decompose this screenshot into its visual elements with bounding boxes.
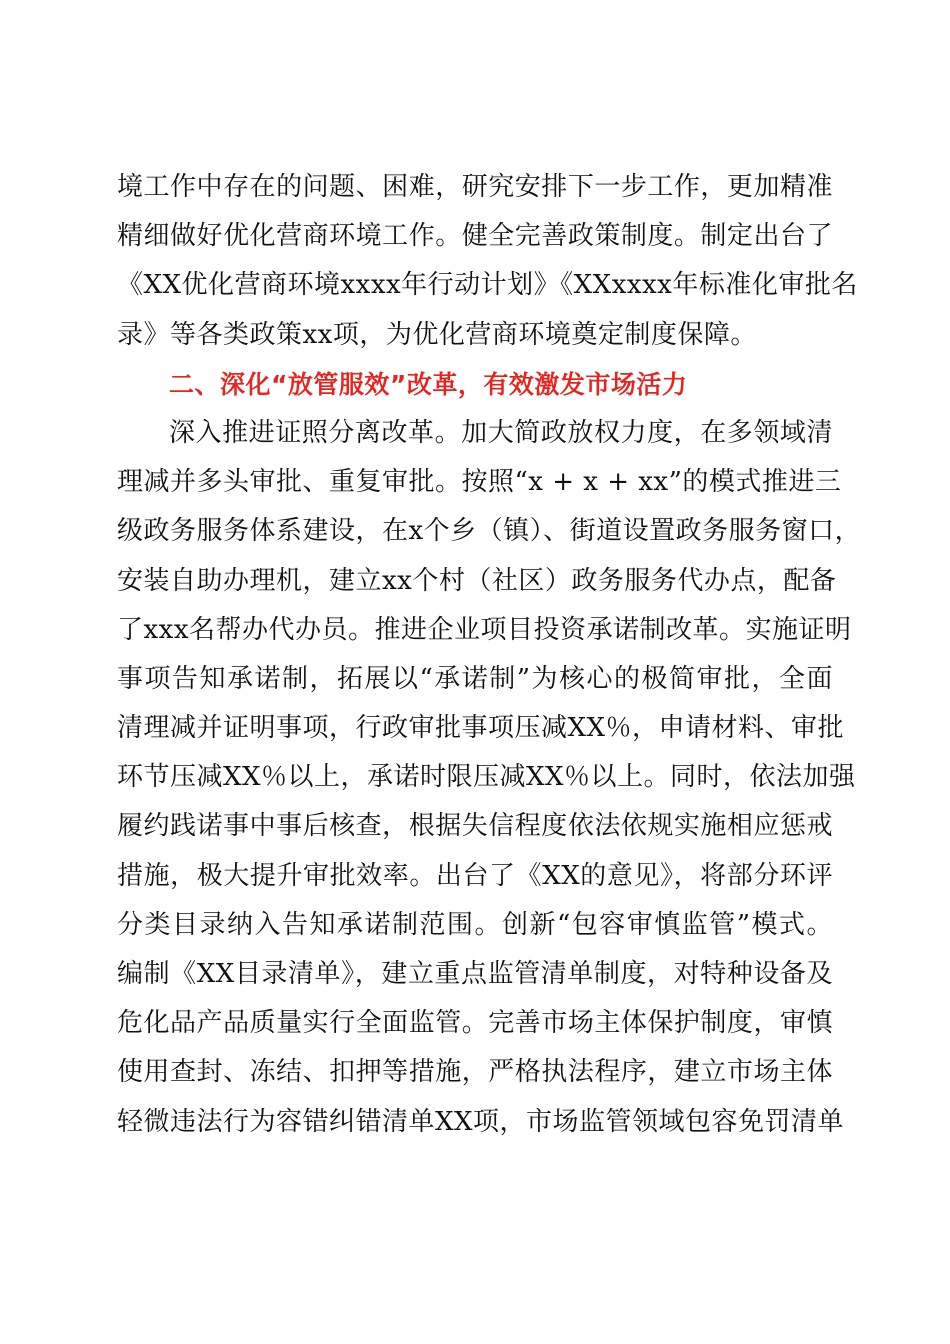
paragraph-line: 安装自助办理机，建立xx个村（社区）政务服务代办点，配备	[117, 565, 837, 596]
paragraph-line: 《XX优化营商环境xxxx年行动计划》《XXxxxx年标准化审批名	[117, 270, 858, 301]
paragraph-line: 事项告知承诺制，拓展以“承诺制”为核心的极简审批，全面	[117, 663, 833, 694]
paragraph-line: 录》等各类政策xx项，为优化营商环境奠定制度保障。	[117, 319, 757, 350]
paragraph-line: 级政务服务体系建设，在x个乡（镇）、街道设置政务服务窗口，	[117, 516, 862, 547]
document-body	[117, 163, 862, 1147]
section-heading-2: 二、深化“放管服效”改革，有效激发市场活力	[169, 369, 688, 399]
paragraph-line: 轻微违法行为容错纠错清单XX项，市场监管领域包容免罚清单	[117, 1106, 845, 1137]
paragraph-line: 理减并多头审批、重复审批。按照“x + x + xx”的模式推进三	[117, 467, 842, 498]
paragraph-continued	[117, 163, 858, 360]
paragraph-line: 分类目录纳入告知承诺制范围。创新“包容审慎监管”模式。	[117, 909, 833, 940]
paragraph-line: 使用查封、冻结、扣押等措施，严格执法程序，建立市场主体	[117, 1057, 833, 1088]
paragraph-line: 了xxx名帮办代办员。推进企业项目投资承诺制改革。实施证明	[117, 614, 852, 645]
paragraph-line: 危化品产品质量实行全面监管。完善市场主体保护制度，审慎	[117, 1008, 833, 1039]
paragraph-reform	[117, 409, 862, 1147]
paragraph-line: 精细做好优化营商环境工作。健全完善政策制度。制定出台了	[117, 221, 833, 252]
paragraph-line: 编制《XX目录清单》，建立重点监管清单制度，对特种设备及	[117, 959, 833, 989]
paragraph-line: 履约践诺事中事后核查，根据失信程度依法依规实施相应惩戒	[117, 811, 833, 842]
paragraph-line: 环节压减XX％以上，承诺时限压减XX％以上。同时，依法加强	[117, 762, 856, 793]
paragraph-line: 深入推进证照分离改革。加大简政放权力度，在多领域清	[169, 417, 833, 448]
paragraph-line: 清理减并证明事项，行政审批事项压减XX％，申请材料、审批	[117, 713, 845, 744]
paragraph-line: 措施，极大提升审批效率。出台了《XX的意见》，将部分环评	[117, 860, 833, 891]
paragraph-line: 境工作中存在的问题、困难，研究安排下一步工作，更加精准	[117, 172, 833, 202]
